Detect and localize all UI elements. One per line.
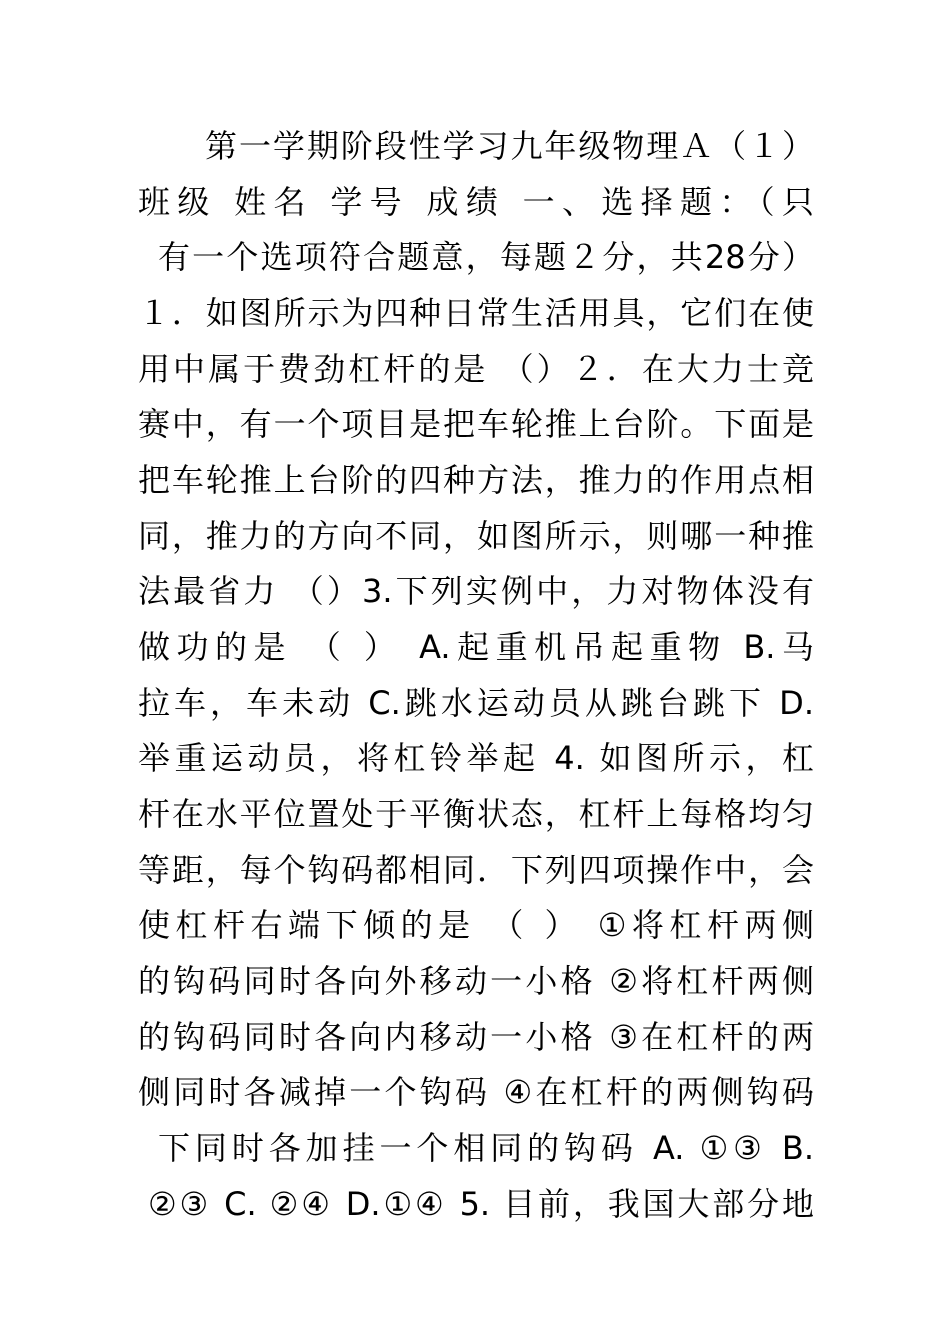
text-line: 有一个选项符合题意，每题２分，共28分） <box>158 238 814 276</box>
text-line: 赛中，有一个项目是把车轮推上台阶。下面是 <box>138 405 814 443</box>
text-line: 侧同时各减掉一个钩码 ④在杠杆的两侧钩码 <box>138 1073 814 1111</box>
text-line: 拉车，车未动 C.跳水运动员从跳台跳下 D. <box>138 684 814 722</box>
text-line: 法最省力 （）3.下列实例中，力对物体没有 <box>138 572 814 610</box>
document-title: 第一学期阶段性学习九年级物理Ａ（１） <box>205 127 814 165</box>
text-line: 同，推力的方向不同，如图所示，则哪一种推 <box>138 517 814 555</box>
text-line: 用中属于费劲杠杆的是 （）２．在大力士竞 <box>138 350 814 388</box>
text-line: 把车轮推上台阶的四种方法，推力的作用点相 <box>138 461 814 499</box>
text-line: 的钩码同时各向内移动一小格 ③在杠杆的两 <box>138 1018 814 1056</box>
text-line: 杆在水平位置处于平衡状态，杠杆上每格均匀 <box>138 795 814 833</box>
text-line: ②③ C. ②④ D.①④ 5. 目前，我国大部分地 <box>148 1185 814 1223</box>
text-line: 的钩码同时各向外移动一小格 ②将杠杆两侧 <box>138 962 814 1000</box>
text-line: 班级 姓名 学号 成绩 一、选择题：（只 <box>138 183 814 221</box>
text-line: 举重运动员，将杠铃举起 4. 如图所示，杠 <box>138 739 814 777</box>
text-line: 使杠杆右端下倾的是 （ ） ①将杠杆两侧 <box>138 906 814 944</box>
text-line: １．如图所示为四种日常生活用具，它们在使 <box>138 294 814 332</box>
text-line: 下同时各加挂一个相同的钩码 A. ①③ B. <box>158 1129 814 1167</box>
text-line: 等距，每个钩码都相同．下列四项操作中，会 <box>138 851 814 889</box>
text-line: 做功的是 （ ） A.起重机吊起重物 B.马 <box>138 628 814 666</box>
